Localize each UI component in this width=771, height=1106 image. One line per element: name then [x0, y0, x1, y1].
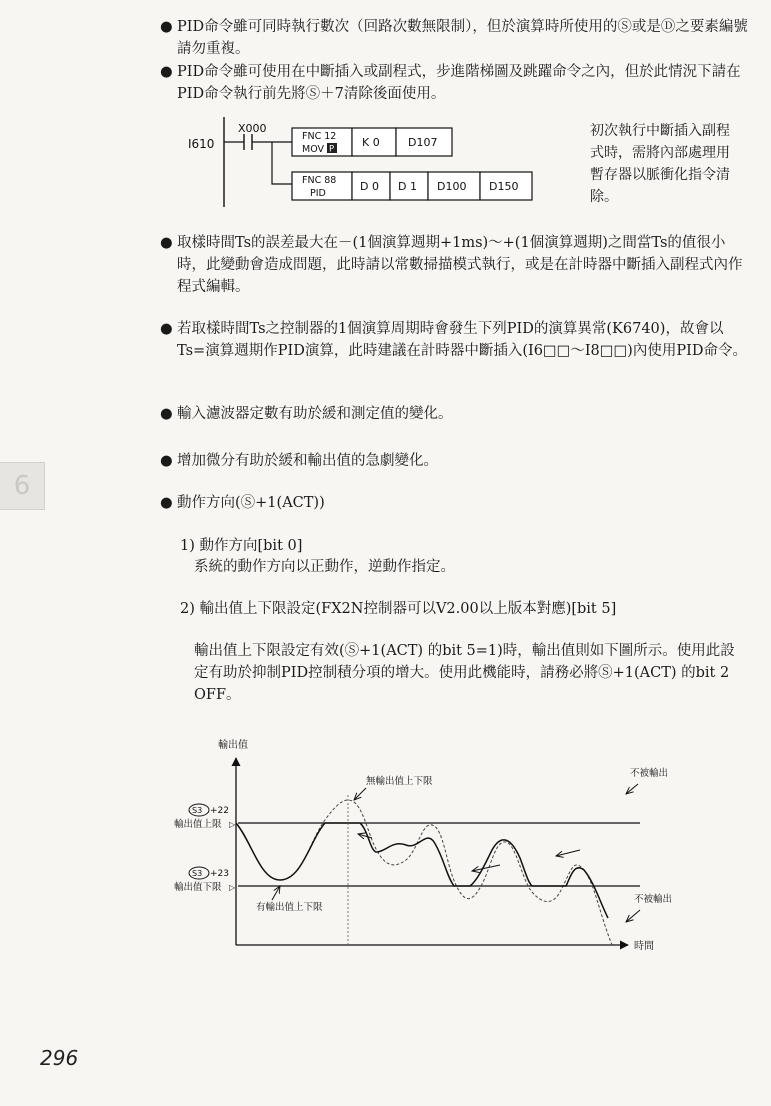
sub-item-2-body [194, 640, 754, 706]
sub-item-2-line: 定有助於抑制PID控制積分項的增大。使用此機能時，請務必將Ⓢ+1(ACT) 的bit 2 [194, 665, 730, 681]
chapter-side-tab: 6 [0, 462, 45, 510]
paragraph-text: 動作方向(Ⓢ+1(ACT)) [177, 495, 325, 511]
mov-operand-1: K 0 [362, 136, 380, 149]
pid-operand-1: D 0 [360, 180, 379, 193]
bullet-icon: ● [160, 64, 173, 80]
svg-text:▷: ▷ [229, 883, 236, 892]
page-number: 296 [40, 1046, 79, 1070]
paragraph-text: 增加微分有助於緩和輸出值的急劇變化。 [177, 453, 438, 469]
bullet-paragraph-4 [160, 318, 750, 362]
lower-limit-offset: +23 [210, 869, 229, 879]
no-limit-label: 無輸出值上下限 [366, 776, 433, 787]
ladder-note-line: 除。 [590, 189, 618, 205]
ladder-note-line: 暫存器以脈衝化指令清 [590, 167, 730, 183]
ladder-note-line: 式時，需將內部處理用 [590, 145, 730, 161]
svg-text:▷: ▷ [229, 820, 236, 829]
mov-operand-2: D107 [408, 136, 438, 149]
upper-limit-label: 輸出值上限 [174, 819, 222, 830]
pid-operand-2: D 1 [398, 180, 417, 193]
sub-item-1-heading: 1) 動作方向[bit 0] [180, 538, 303, 554]
with-limit-label: 有輸出值上下限 [256, 902, 323, 913]
y-axis-label: 輸出值 [218, 740, 248, 751]
ladder-diagram [180, 112, 580, 212]
bullet-icon: ● [160, 321, 173, 337]
lower-limit-register: S3 [192, 869, 203, 878]
bullet-paragraph-3 [160, 232, 750, 298]
not-output-label-top: 不被輸出 [630, 768, 669, 779]
bullet-icon: ● [160, 19, 173, 35]
bullet-icon: ● [160, 495, 173, 511]
paragraph-text: PID命令雖可使用在中斷插入或副程式，步進階梯圖及跳躍命令之內，但於此情況下請在PID命令執行前先將Ⓢ＋7清除後面使用。 [177, 64, 741, 102]
ladder-note-line: 初次執行中斷插入副程 [590, 123, 730, 139]
ladder-step-label: I610 [188, 137, 215, 151]
bullet-paragraph-6 [160, 450, 750, 472]
mov-fnc-code: FNC 12 [302, 131, 337, 142]
sub-item-2-heading: 2) 輸出值上下限設定(FX2N控制器可以V2.00以上版本對應)[bit 5] [180, 601, 617, 617]
lower-limit-label: 輸出值下限 [174, 882, 222, 893]
bullet-icon: ● [160, 406, 173, 422]
contact-label: X000 [238, 122, 267, 135]
bullet-icon: ● [160, 453, 173, 469]
paragraph-text: 若取樣時間Ts之控制器的1個演算周期時會發生下列PID的演算異常(K6740)，故會以Ts=演算週期作PID演算，此時建議在計時器中斷插入(I6□□～I8□□)內使用PID命令。 [177, 321, 747, 359]
pid-operand-4: D150 [489, 180, 519, 193]
pid-operand-3: D100 [437, 180, 467, 193]
paragraph-text: 取樣時間Ts的誤差最大在－(1個演算週期+1ms)～+(1個演算週期)之間當Ts的值很小時，此變動會造成問題，此時請以常數掃描模式執行，或是在計時器中斷插入副程式內作程式編輯。 [177, 235, 743, 295]
bullet-paragraph-2 [160, 61, 750, 105]
output-limit-figure [160, 730, 700, 960]
not-output-label-bottom: 不被輸出 [634, 894, 673, 905]
mov-pulse-marker: P [329, 144, 335, 155]
paragraph-text: PID命令雖可同時執行數次（回路次數無限制），但於演算時所使用的Ⓢ或是Ⓓ之要素編號請勿重複。 [177, 19, 748, 57]
bullet-paragraph-7 [160, 492, 750, 514]
upper-limit-register: S3 [192, 806, 203, 815]
pid-instruction-name: PID [310, 188, 326, 199]
ladder-note [590, 120, 758, 208]
unlimited-output-curve [236, 800, 612, 945]
sub-item-2-line: OFF。 [194, 687, 241, 703]
sub-item-1-body: 系統的動作方向以正動作，逆動作指定。 [194, 559, 455, 575]
x-axis-label: 時間 [634, 941, 654, 952]
sub-item-2-line: 輸出值上下限設定有效(Ⓢ+1(ACT) 的bit 5=1)時，輸出值則如下圖所示。使用此設 [194, 643, 735, 659]
paragraph-text: 輸入濾波器定數有助於緩和測定值的變化。 [177, 406, 453, 422]
bullet-paragraph-5 [160, 403, 750, 425]
bullet-icon: ● [160, 235, 173, 251]
pid-fnc-code: FNC 88 [302, 175, 337, 186]
mov-instruction-name: MOV [302, 144, 325, 155]
upper-limit-offset: +22 [210, 806, 229, 816]
bullet-paragraph-1 [160, 16, 750, 60]
